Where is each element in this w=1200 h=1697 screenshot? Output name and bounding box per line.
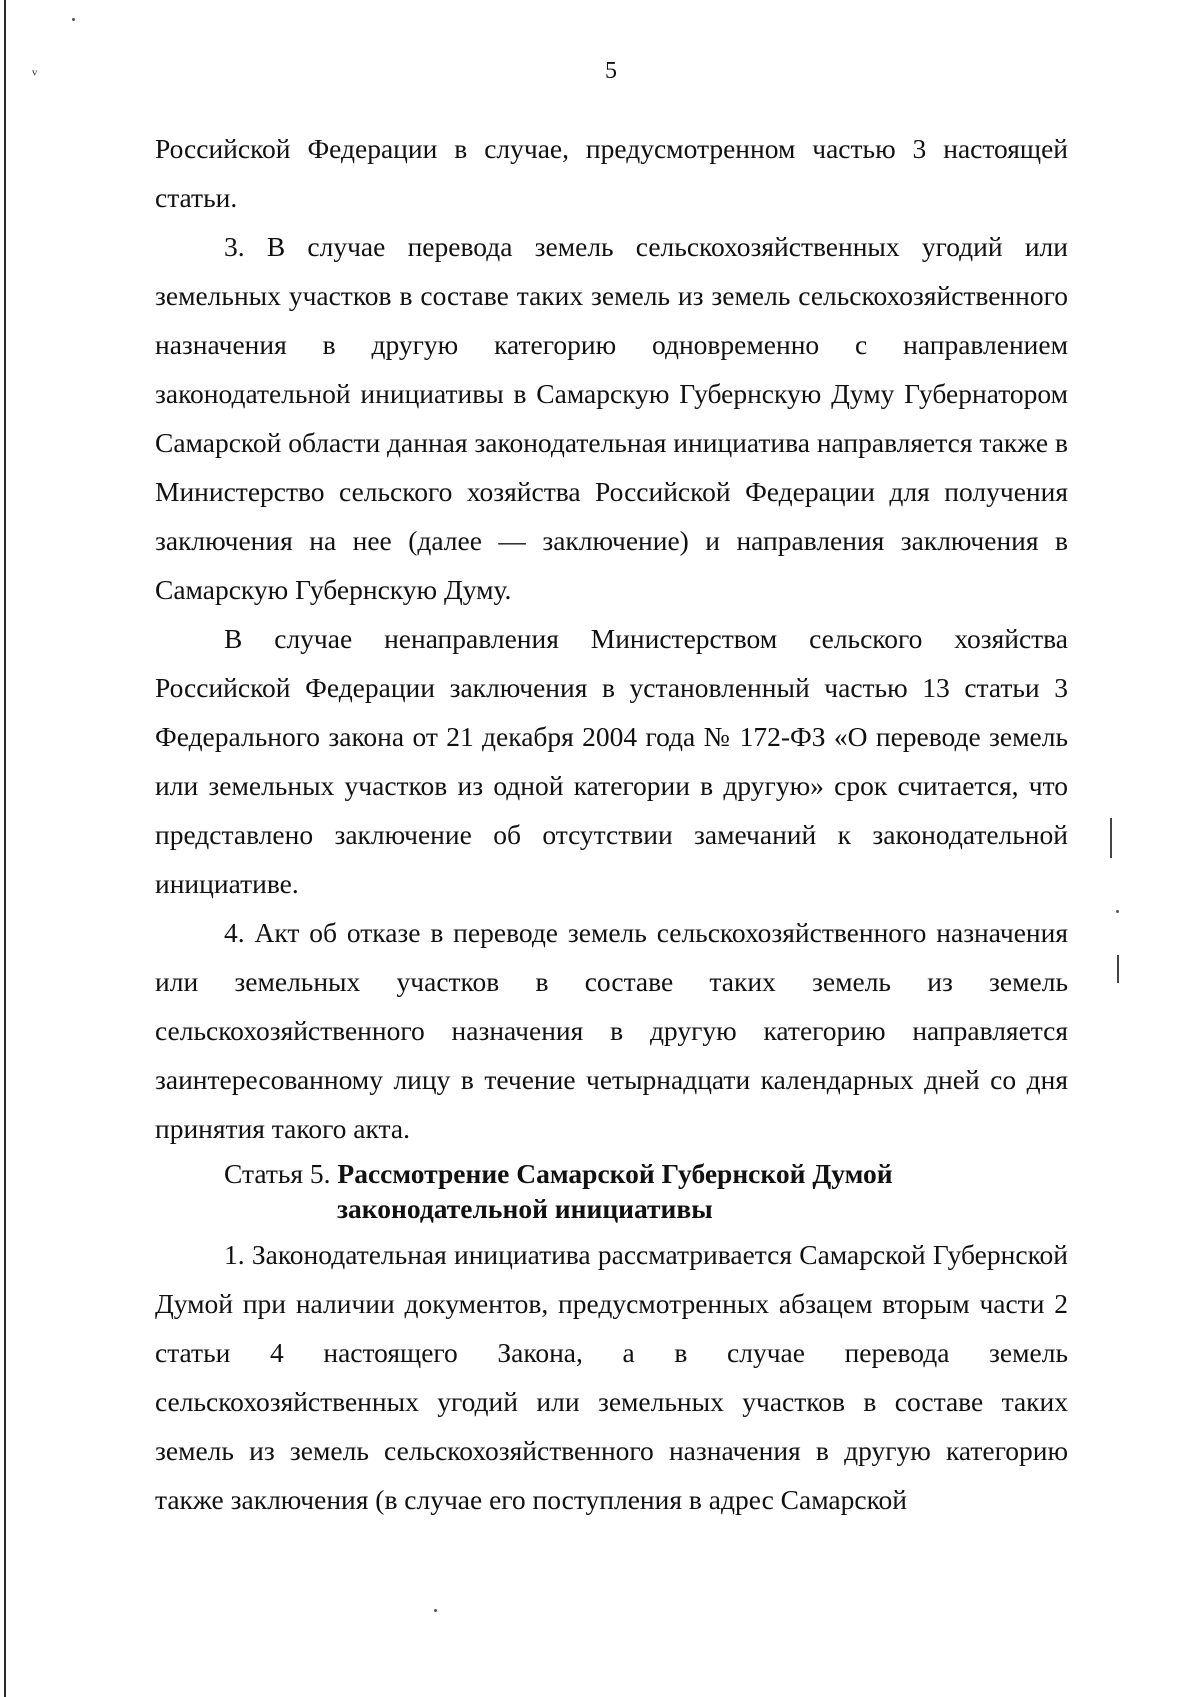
paragraph-3: 4. Акт об отказе в переводе земель сельскохозяйственного назначения или земельных участков в составе таких земель из земель сельскохозяйственного назначения в другую категорию направляется заинтересованному лицу в течение четырнадцати календарных дней со дня принятия такого акта. <box>155 917 1068 1144</box>
scan-artifact-bar <box>1110 818 1112 858</box>
paragraph-1: 3. В случае перевода земель сельскохозяйственных угодий или земельных участков в составе таких земель из земель сельскохозяйственного назначения в другую категорию одновременно с направлением законодательной инициативы в Самарскую Губернскую Думу Губернатором Самарской области данная законодательная инициатива направляется также в Министерство сельского хозяйства Российской Федерации для получения заключения на нее (далее — заключение) и направления заключения в Самарскую Губернскую Думу. <box>155 231 1068 605</box>
paragraph-0: Российской Федерации в случае, предусмотренном частью 3 настоящей статьи. <box>155 133 1068 213</box>
page-number: 5 <box>605 58 617 84</box>
scan-speck <box>72 18 75 21</box>
article-title-line1: Рассмотрение Самарской Губернской Думой <box>337 1158 893 1189</box>
paragraph-2: В случае ненаправления Министерством сельского хозяйства Российской Федерации заключения в установленный частью 13 статьи 3 Федерального закона от 21 декабря 2004 года № 172-ФЗ «О переводе земель или земельных участков из одной категории в другую» срок считается, что представлено заключение об отсутствии замечаний к законодательной инициативе. <box>155 623 1068 899</box>
scan-speck <box>434 1609 437 1612</box>
paragraph-4: 1. Законодательная инициатива рассматривается Самарской Губернской Думой при наличии документов, предусмотренных абзацем вторым части 2 статьи 4 настоящего Закона, а в случае перевода земель сельскохозяйственных угодий или земельных участков в составе таких земель из земель сельскохозяйственного назначения в другую категорию также заключения (в случае его поступления в адрес Самарской <box>155 1239 1068 1515</box>
scan-artifact-bar <box>1117 955 1119 983</box>
article-title-line2: законодательной инициативы <box>337 1193 713 1224</box>
article-label: Статья 5. <box>224 1158 331 1189</box>
document-body <box>155 124 1068 1524</box>
scan-speck <box>1116 910 1119 913</box>
scan-left-edge <box>4 0 6 1697</box>
margin-mark: ᵥ <box>32 58 38 78</box>
article-heading <box>155 1156 1068 1226</box>
